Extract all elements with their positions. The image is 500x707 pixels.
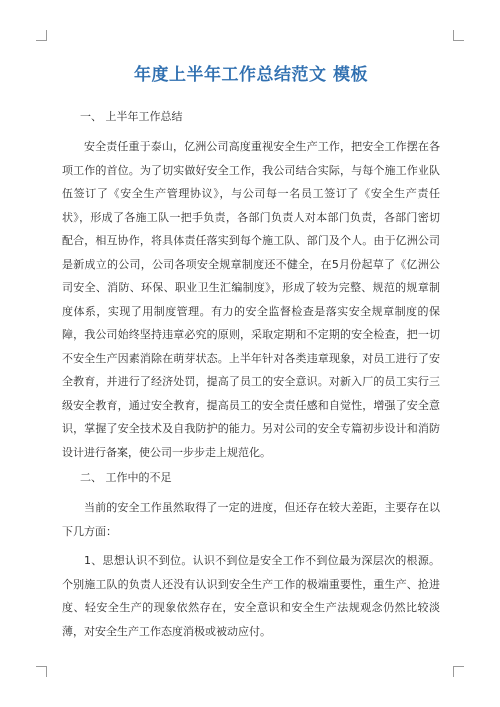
section-heading-1: 一、 上半年工作总结 bbox=[80, 110, 183, 123]
crop-mark-bottom-right bbox=[453, 666, 464, 677]
document-page bbox=[62, 60, 440, 649]
crop-mark-top-right bbox=[453, 30, 464, 41]
paragraph-shortcoming-1: 1、思想认识不到位。认识不到位是安全工作不到位最为深层次的根源。个别施工队的负责人还没有认识到安全生产工作的极端重要性，重生产、抢进度、轻安全生产的现象依然存在，安全意识和安全生产法规观念仍然比较淡薄，对安全生产工作态度消极或被动应付。 bbox=[62, 554, 440, 638]
paragraph-intro-shortcomings: 当前的安全工作虽然取得了一定的进度，但还存在较大差距，主要存在以下几方面： bbox=[62, 501, 440, 538]
crop-mark-bottom-left bbox=[36, 666, 47, 677]
crop-mark-top-left bbox=[36, 30, 47, 41]
paragraph-summary: 安全责任重于泰山，亿洲公司高度重视安全生产工作，把安全工作摆在各项工作的首位。为了切实做好安全工作，我公司结合实际，与每个施工作业队伍签订了《安全生产管理协议》，与公司每一名员工签订了《安全生产责任状》，形成了各施工队一把手负责，各部门负责人对本部门负责，各部门密切配合，相互协作，将具体责任落实到每个施工队、部门及个人。由于亿洲公司是新成立的公司，公司各项安全规章制度还不健全，在5月份起草了《亿洲公司安全、消防、环保、职业卫生汇编制度》，形成了较为完整、规范的规章制度体系，实现了用制度管理。有力的安全监督检查是落实安全规章制度的保障，我公司始终坚持违章必究的原则，采取定期和不定期的安全检查，把一切不安全生产因素消除在萌芽状态。上半年针对各类违章现象，对员工进行了安全教育，并进行了经济处罚，提高了员工的安全意识。对新入厂的员工实行三级安全教育，通过安全教育，提高员工的安全责任感和自觉性，增强了安全意识，掌握了安全技术及自我防护的能力。另对公司的安全专篇初步设计和消防设计进行备案，使公司一步步走上规范化。 bbox=[62, 140, 440, 459]
section-heading-2: 二、 工作中的不足 bbox=[80, 471, 172, 484]
document-title: 年度上半年工作总结范文 模板 bbox=[134, 65, 368, 85]
